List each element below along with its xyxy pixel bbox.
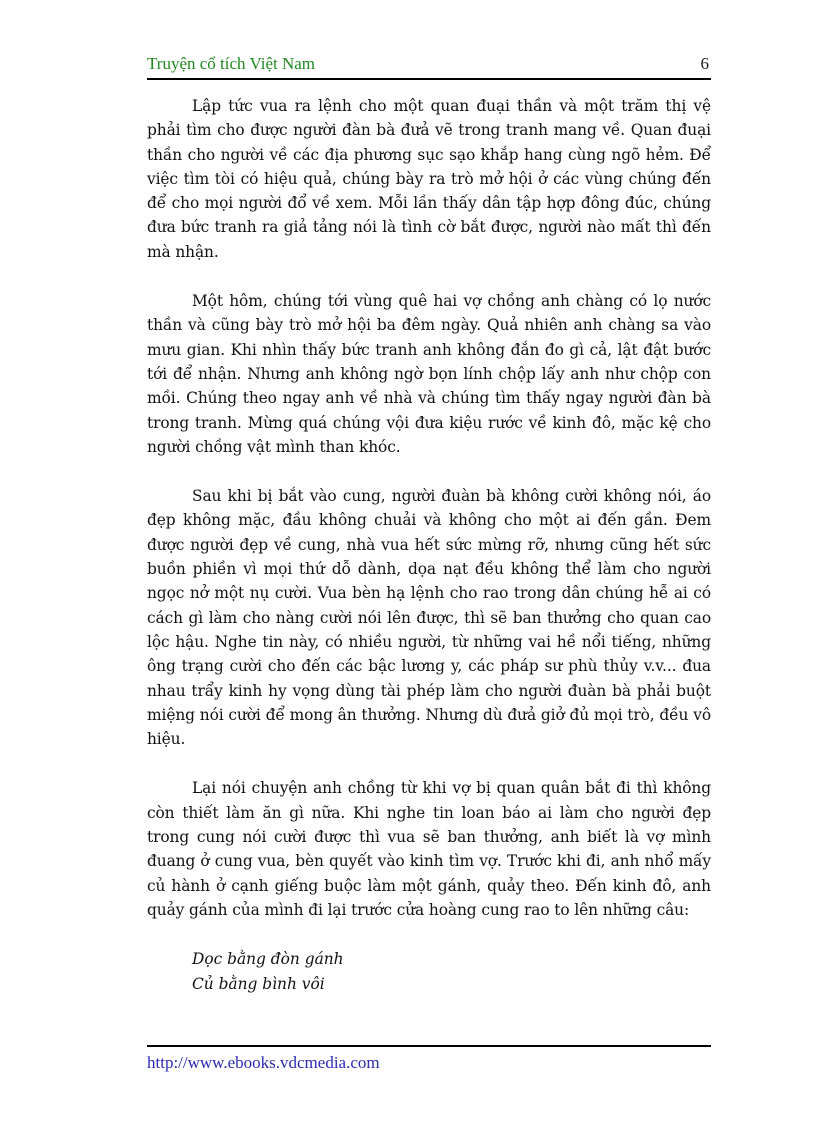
book-title: Truyện cổ tích Việt Nam [147,54,316,73]
paragraph-2: Một hôm, chúng tới vùng quê hai vợ chồng anh chàng có lọ nước thần và cũng bày trò mở hội ba đêm ngày. Quả nhiên anh chàng sa vào mưu gian. Khi nhìn thấy bức tranh anh không đắn đo gì cả, lật đật bước tới để nhận. Nhưng anh không ngờ bọn lính chộp lấy anh như chộp con mồi. Chúng theo ngay anh về nhà và chúng tìm thấy ngay người đàn bà trong tranh. Mừng quá chúng vội đưa kiệu rước về kinh đô, mặc kệ cho người chồng vật mình than khóc. [147,292,711,456]
header-divider [147,78,711,80]
paragraph-4: Lại nói chuyện anh chồng từ khi vợ bị quan quân bắt đi thì không còn thiết làm ăn gì nữa. Khi nghe tin loan báo ai làm cho người đẹp trong cung nói cười được thì vua sẽ ban thưởng, anh biết là vợ mình đuang ở cung vua, bèn quyết vào kinh tìm vợ. Trước khi đi, anh nhổ mấy củ hành ở cạnh giếng buộc làm một gánh, quảy theo. Đến kinh đô, anh quảy gánh của mình đi lại trước cửa hoàng cung rao to lên những câu: [147,779,711,919]
footer-url-link[interactable]: http://www.ebooks.vdcmedia.com [147,1053,380,1072]
document-page [147,0,711,1123]
paragraph-1: Lập tức vua ra lệnh cho một quan đuại thần và một trăm thị vệ phải tìm cho được người đàn bà đưả vẽ trong tranh mang về. Quan đuại thần cho người về các địa phương sục sạo khắp hang cùng ngõ hẻm. Để việc tìm tòi có hiệu quả, chúng bày ra trò mở hội ở các vùng chúng đến để cho mọi người đổ về xem. Mỗi lần thấy dân tập hợp đông đúc, chúng đưa bức tranh ra giả tảng nói là tình cờ bắt được, người nào mất thì đến mà nhận. [147,97,711,261]
page-header [147,54,711,78]
body-text [147,94,711,996]
footer-divider [147,1045,711,1047]
page-number: 6 [700,54,709,73]
verse-line-1: Dọc bằng đòn gánh [192,950,344,969]
verse-line-2: Củ bằng bình vôi [192,974,325,993]
paragraph-3: Sau khi bị bắt vào cung, người đuàn bà không cười không nói, áo đẹp không mặc, đầu không chuải và không cho một ai đến gần. Đem được người đẹp về cung, nhà vua hết sức mừng rỡ, nhưng cũng hết sức buồn phiền vì mọi thứ dỗ dành, dọa nạt đều không thể làm cho người ngọc nở một nụ cười. Vua bèn hạ lệnh cho rao trong dân chúng hễ ai có cách gì làm cho nàng cười nói lên được, thì sẽ ban thưởng cho quan cao lộc hậu. Nghe tin này, có nhiều người, từ những vai hề nổi tiếng, những ông trạng cười cho đến các bậc lương y, các pháp sư phù thủy v.v... đua nhau trẩy kinh hy vọng dùng tài phép làm cho người đuàn bà phải buột miệng nói cười để mong ân thưởng. Nhưng dù đưả giở đủ mọi trò, đều vô hiệu. [147,487,711,749]
verse-block [147,947,711,996]
